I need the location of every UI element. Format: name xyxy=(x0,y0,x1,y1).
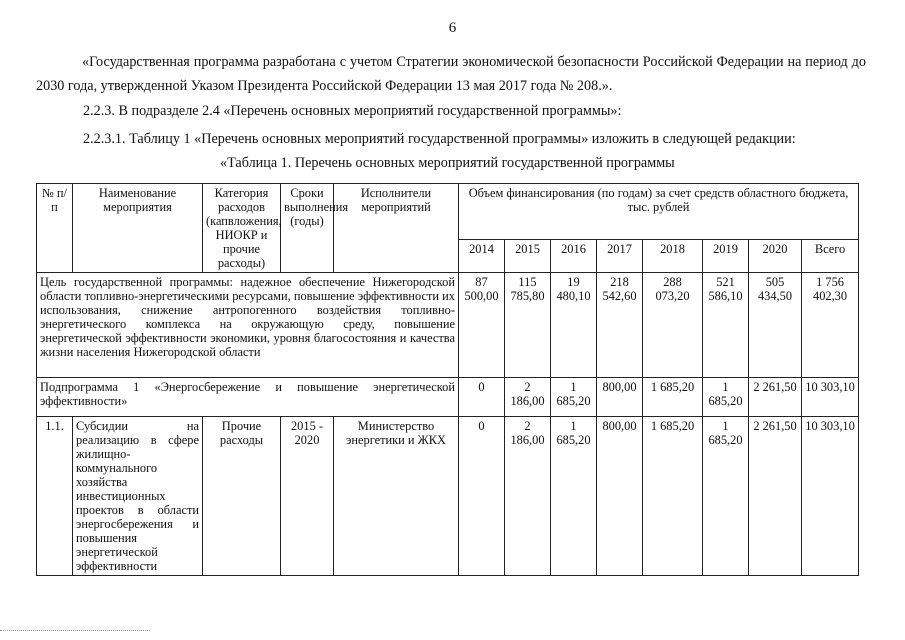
measures-table xyxy=(36,183,859,576)
header-row xyxy=(37,184,859,240)
page-bottom-divider xyxy=(0,630,150,631)
item-value: 0 xyxy=(459,417,505,576)
subprogram-value: 1 685,20 xyxy=(703,378,749,417)
header-year: 2017 xyxy=(597,240,643,273)
subprogram-value: 0 xyxy=(459,378,505,417)
subprogram-value: 2 261,50 xyxy=(749,378,802,417)
subprogram-value: 2 186,00 xyxy=(505,378,551,417)
goal-text: Цель государственной программы: надежное обеспечение Нижегородской области топливно-энергетическими ресурсами, повышение эффективности их использования, снижение антропогенного воздействия топливно-энергетического комплекса на окружающую среду, повышение энергетической эффективности экономики, уровня благосостояния и качества жизни населения Нижегородской области xyxy=(37,273,459,378)
header-executors: Исполнители мероприятий xyxy=(334,184,459,273)
paragraph-subsection: 2.2.3. В подразделе 2.4 «Перечень основных мероприятий государственной программы»: xyxy=(83,103,622,119)
goal-value: 19 480,10 xyxy=(551,273,597,378)
page-number: 6 xyxy=(448,20,457,36)
header-year: 2016 xyxy=(551,240,597,273)
paragraph-table-instruction: 2.2.3.1. Таблицу 1 «Перечень основных мероприятий государственной программы» изложить в следующей редакции: xyxy=(83,131,796,147)
header-total: Всего xyxy=(802,240,859,273)
header-funding: Объем финансирования (по годам) за счет средств областного бюджета, тыс. рублей xyxy=(459,184,859,240)
item-row xyxy=(37,417,859,576)
subprogram-row xyxy=(37,378,859,417)
goal-value: 115 785,80 xyxy=(505,273,551,378)
subprogram-value: 1 685,20 xyxy=(643,378,703,417)
item-value: 1 685,20 xyxy=(643,417,703,576)
item-value: 800,00 xyxy=(597,417,643,576)
subprogram-text: Подпрограмма 1 «Энергосбережение и повышение энергетической эффективности» xyxy=(37,378,459,417)
header-num: № п/п xyxy=(37,184,73,273)
header-year: 2018 xyxy=(643,240,703,273)
goal-value: 521 586,10 xyxy=(703,273,749,378)
header-year: 2019 xyxy=(703,240,749,273)
header-terms: Сроки выполнения (годы) xyxy=(281,184,334,273)
item-executors: Министерство энергетики и ЖКХ xyxy=(334,417,459,576)
table-caption: «Таблица 1. Перечень основных мероприятий государственной программы xyxy=(220,155,675,171)
goal-value: 505 434,50 xyxy=(749,273,802,378)
header-name: Наименование мероприятия xyxy=(73,184,203,273)
goal-value: 87 500,00 xyxy=(459,273,505,378)
item-value: 2 261,50 xyxy=(749,417,802,576)
goal-row xyxy=(37,273,859,378)
item-total: 10 303,10 xyxy=(802,417,859,576)
item-terms: 2015 - 2020 xyxy=(281,417,334,576)
header-year: 2015 xyxy=(505,240,551,273)
item-name: Субсидии на реализацию в сфере жилищно-коммунального хозяйства инвестиционных проектов в области энергосбережения и повышения энергетической эффективности xyxy=(73,417,203,576)
subprogram-total: 10 303,10 xyxy=(802,378,859,417)
item-value: 1 685,20 xyxy=(551,417,597,576)
item-category: Прочие расходы xyxy=(203,417,281,576)
item-value: 1 685,20 xyxy=(703,417,749,576)
item-value: 2 186,00 xyxy=(505,417,551,576)
paragraph-strategy: «Государственная программа разработана с учетом Стратегии экономической безопасности Российской Федерации на период до 2030 года, утвержденной Указом Президента Российской Федерации 13 мая 2017 года № 208.». xyxy=(36,54,866,94)
header-year: 2020 xyxy=(749,240,802,273)
goal-value: 288 073,20 xyxy=(643,273,703,378)
header-category: Категория расходов (капвложения, НИОКР и прочие расходы) xyxy=(203,184,281,273)
subprogram-value: 800,00 xyxy=(597,378,643,417)
goal-value: 218 542,60 xyxy=(597,273,643,378)
header-year: 2014 xyxy=(459,240,505,273)
subprogram-value: 1 685,20 xyxy=(551,378,597,417)
item-num: 1.1. xyxy=(37,417,73,576)
goal-total: 1 756 402,30 xyxy=(802,273,859,378)
